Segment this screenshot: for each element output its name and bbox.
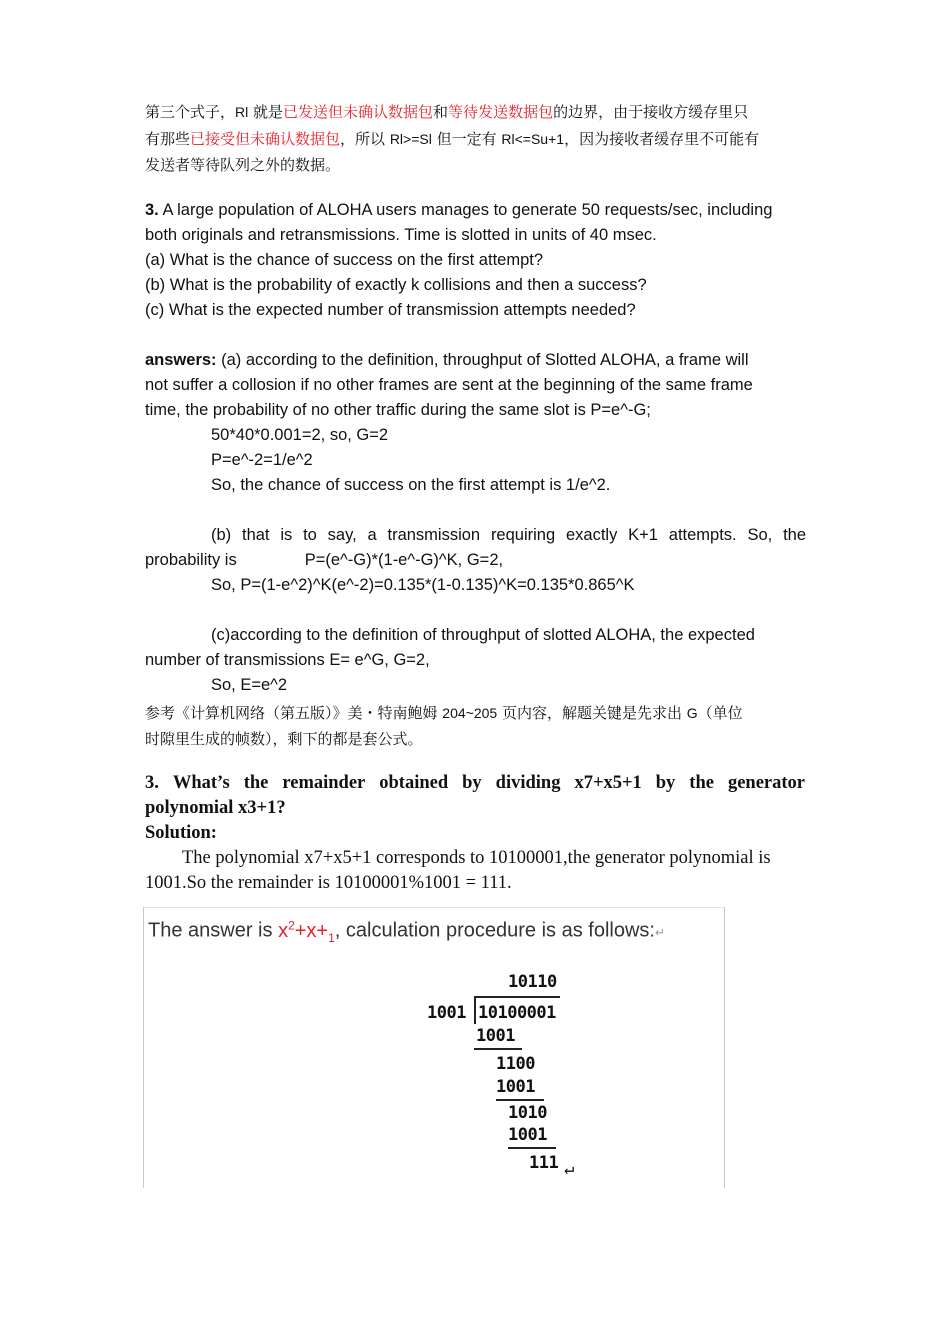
- cn-text: Rl>=Sl: [389, 131, 432, 147]
- step-rule-1: [474, 1048, 522, 1050]
- cn-text: 第三个式子，: [145, 103, 236, 121]
- word: the: [689, 773, 714, 793]
- ref-text: 页内容，解题关键是先求出: [497, 704, 687, 722]
- cn-text: 但一定有: [431, 130, 502, 148]
- word: by: [462, 773, 482, 793]
- word: the: [243, 773, 269, 793]
- poly-exponent: 2: [288, 918, 295, 932]
- division-bar: [476, 996, 560, 998]
- solution-heading: [145, 823, 217, 844]
- word: generator: [727, 773, 805, 793]
- cn-text: ，因为接收者缓存里不可能有: [564, 130, 760, 148]
- answer-line-6: So, the chance of success on the first attempt is 1/e^2.: [211, 476, 611, 494]
- final-remainder: 111: [529, 1153, 559, 1173]
- crc-question-line-1: [145, 773, 805, 794]
- formula: P=(e^-G)*(1-e^-G)^K, G=2,: [304, 551, 504, 569]
- cn-text: ，所以: [340, 130, 390, 148]
- word: K+1: [628, 526, 658, 544]
- reference-line-1: [145, 702, 743, 723]
- word: 3.: [145, 773, 159, 793]
- word: say,: [327, 526, 357, 544]
- subtract-step-2: 1001: [496, 1077, 535, 1097]
- answer-line-5: P=e^-2=1/e^2: [211, 451, 313, 469]
- answer-b-line-1: [211, 526, 806, 545]
- answer-b-line-3: So, P=(1-e^2)^K(e^-2)=0.135*(1-0.135)^K=0.135*0.865^K: [211, 576, 635, 594]
- highlight-text: 已发送但未确认数据包: [283, 103, 434, 121]
- question-line-1: [145, 201, 772, 220]
- crc-question-text: polynomial x3+1?: [145, 798, 286, 818]
- crc-question-line-2: [145, 798, 286, 819]
- question-line-2: both originals and retransmissions. Time is slotted in units of 40 msec.: [145, 226, 657, 244]
- highlight-text: 已接受但未确认数据包: [190, 130, 341, 148]
- end-return-mark-icon: ↵: [564, 1159, 574, 1179]
- cn-line-1: [145, 101, 748, 122]
- solution-line-2: 1001.So the remainder is 10100001%1001 = 111.: [145, 873, 512, 893]
- word: transmission: [387, 526, 481, 544]
- figure-title-text: , calculation procedure is as follows:: [334, 919, 655, 942]
- cn-text: 的边界，由于接收方缓存里只: [553, 103, 749, 121]
- answer-line-3: time, the probability of no other traffic during the same slot is P=e^-G;: [145, 401, 651, 419]
- answer-b-line-2: [145, 551, 503, 570]
- question-number: 3.: [145, 201, 159, 219]
- highlight-text: 等待发送数据包: [448, 103, 554, 121]
- subtract-step-3: 1001: [508, 1125, 547, 1145]
- cn-text: 有那些: [145, 130, 191, 148]
- poly-one: 1: [328, 930, 335, 945]
- ref-text: （单位: [697, 704, 743, 722]
- answer-c-line-1: (c)according to the definition of throughput of slotted ALOHA, the expected: [211, 626, 755, 644]
- answer-polynomial: [278, 918, 335, 945]
- word: a: [367, 526, 377, 544]
- word: attempts.: [668, 526, 737, 544]
- solution-label: Solution:: [145, 823, 217, 843]
- word: by: [655, 773, 676, 793]
- divisor: 1001: [427, 1003, 466, 1023]
- word: x7+x5+1: [574, 773, 642, 793]
- word: remainder: [282, 773, 366, 793]
- step-rule-2: [496, 1099, 544, 1101]
- ref-text: G: [686, 705, 698, 721]
- word: requiring: [490, 526, 556, 544]
- ref-text: 204~205: [442, 705, 498, 721]
- word: (b): [211, 526, 232, 544]
- dividend: 10100001: [478, 1003, 556, 1023]
- word: dividing: [495, 773, 561, 793]
- figure-title-text: The answer is: [148, 919, 279, 942]
- word: obtained: [379, 773, 449, 793]
- question-part-b: (b) What is the probability of exactly k collisions and then a success?: [145, 276, 647, 294]
- reference-line-2: 时隙里生成的帧数），剩下的都是套公式。: [145, 730, 423, 748]
- return-mark-icon: ↵: [654, 925, 666, 940]
- answer-line-4: 50*40*0.001=2, so, G=2: [211, 426, 389, 444]
- answer-text: probability is: [145, 551, 237, 569]
- partial-remainder-2: 1010: [508, 1103, 547, 1123]
- step-rule-3: [508, 1147, 556, 1149]
- question-part-c: (c) What is the expected number of transmission attempts needed?: [145, 301, 636, 319]
- answer-c-line-3: So, E=e^2: [211, 676, 288, 694]
- answers-label: answers:: [145, 351, 217, 369]
- cn-line-2: [145, 128, 759, 149]
- division-figure: [143, 907, 725, 1188]
- word: exactly: [565, 526, 618, 544]
- cn-text: Rl: [235, 104, 249, 120]
- question-text: A large population of ALOHA users manages to generate 50 requests/sec, including: [158, 201, 773, 219]
- word: So,: [747, 526, 773, 544]
- answer-text: (a) according to the definition, throughput of Slotted ALOHA, a frame will: [216, 351, 749, 369]
- subtract-step-1: 1001: [476, 1026, 515, 1046]
- word: that: [241, 526, 270, 544]
- figure-title: [148, 918, 665, 945]
- answer-line-1: [145, 351, 749, 370]
- poly-x: x: [278, 919, 289, 942]
- cn-text: Rl<=Su+1: [501, 131, 565, 147]
- poly-mid: +x+: [294, 919, 329, 942]
- answer-line-2: not suffer a collosion if no other frames are sent at the beginning of the same frame: [145, 376, 753, 394]
- division-bracket: [474, 996, 476, 1024]
- cn-line-3: 发送者等待队列之外的数据。: [145, 156, 341, 174]
- word: the: [783, 526, 806, 544]
- word: to: [303, 526, 317, 544]
- cn-text: 和: [433, 103, 449, 121]
- word: is: [280, 526, 293, 544]
- cn-text: 就是: [248, 103, 284, 121]
- ref-text: 参考《计算机网络（第五版）》美・特南鲍姆: [145, 704, 443, 722]
- quotient: 10110: [508, 972, 557, 992]
- question-part-a: (a) What is the chance of success on the first attempt?: [145, 251, 544, 269]
- partial-remainder-1: 1100: [496, 1054, 535, 1074]
- answer-c-line-2: number of transmissions E= e^G, G=2,: [145, 651, 430, 669]
- solution-line-1: The polynomial x7+x5+1 corresponds to 10100001,the generator polynomial is: [182, 848, 771, 868]
- word: What’s: [172, 773, 230, 793]
